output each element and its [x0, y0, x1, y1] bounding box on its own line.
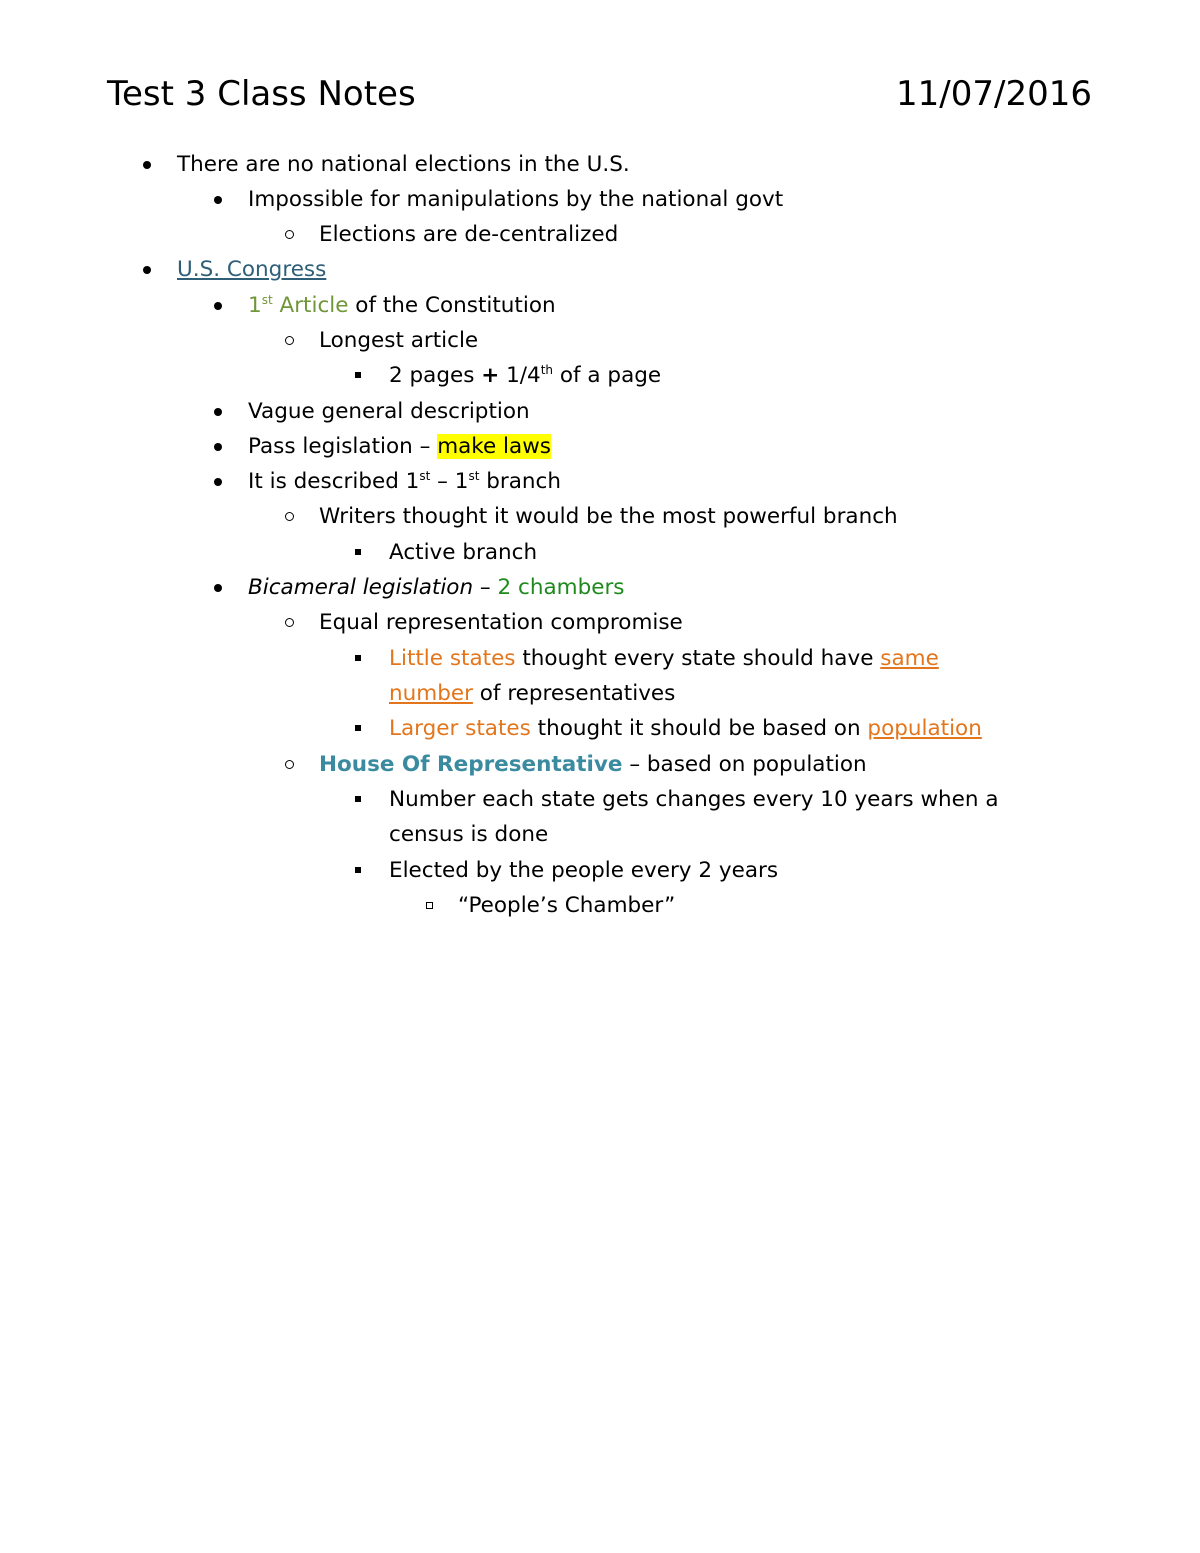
list-item [248, 288, 556, 323]
list-item-text: of a page [553, 363, 662, 388]
underlined-orange-text: population [867, 716, 982, 741]
bullet-square-icon [353, 711, 373, 746]
bullet-circle-icon [284, 323, 304, 358]
bullet-dot-icon [212, 394, 232, 429]
ordinal-suffix: st [419, 468, 431, 483]
bullet-dot-icon [212, 570, 232, 605]
bullet-square-icon [353, 535, 373, 570]
list-item [248, 182, 783, 217]
list-item-text: Writers thought it would be the most powerful branch [319, 504, 898, 529]
list-item-text: Vague general description [248, 399, 530, 424]
bullet-dot-icon [212, 288, 232, 323]
list-item [389, 358, 661, 393]
bullet-square-icon [353, 853, 373, 888]
bullet-circle-icon [284, 217, 304, 252]
article-label: Article [272, 293, 349, 318]
list-item [319, 323, 478, 358]
us-congress-link[interactable]: U.S. Congress [177, 257, 327, 282]
bullet-square-icon [353, 358, 373, 393]
underlined-orange-text: number [389, 681, 473, 706]
bullet-dot-icon [212, 429, 232, 464]
bullet-dot-icon [141, 147, 161, 182]
list-item [248, 429, 551, 464]
ordinal-suffix: st [261, 292, 273, 307]
ordinal-suffix: th [540, 362, 554, 377]
list-item-text: branch [479, 469, 561, 494]
list-item [389, 853, 778, 888]
plus-sign: + [481, 363, 500, 388]
list-item [319, 217, 618, 252]
bold-term: House Of Representative [319, 752, 623, 777]
bullet-circle-icon [284, 747, 304, 782]
list-item-text: Active branch [389, 540, 538, 565]
highlighted-text: make laws [437, 434, 551, 459]
list-item-text: Number each state gets changes every 10 years when a census is done [389, 787, 999, 847]
list-item-text: It is described 1 [248, 469, 420, 494]
list-item-text: 2 pages [389, 363, 482, 388]
list-item [389, 711, 982, 746]
list-item-text: – [473, 575, 498, 600]
underlined-orange-text: same [880, 646, 939, 671]
orange-text: Larger states [389, 716, 531, 741]
list-item-text: thought it should be based on [530, 716, 868, 741]
bullet-dot-icon [141, 252, 161, 287]
list-item-text: Equal representation compromise [319, 610, 683, 635]
list-item [248, 464, 561, 499]
list-item-text: There are no national elections in the U.S. [177, 152, 630, 177]
list-item [319, 747, 867, 782]
bullet-hollow-square-icon [424, 888, 444, 923]
list-item [319, 605, 683, 640]
list-item [389, 641, 1079, 711]
bullet-dot-icon [212, 182, 232, 217]
list-item-text: of representatives [472, 681, 676, 706]
list-item-text: Elections are de-centralized [319, 222, 619, 247]
list-item [458, 888, 675, 923]
document-date: 11/07/2016 [896, 74, 1092, 114]
orange-text: Little states [389, 646, 516, 671]
bullet-circle-icon [284, 605, 304, 640]
list-item [248, 570, 625, 605]
list-item [389, 782, 1079, 852]
document-title: Test 3 Class Notes [107, 74, 416, 114]
list-item-text: 1/4 [499, 363, 541, 388]
bullet-circle-icon [284, 499, 304, 534]
list-item-text: thought every state should have [515, 646, 881, 671]
list-item-text: Pass legislation – [248, 434, 438, 459]
list-item [177, 252, 326, 287]
list-item-text: Elected by the people every 2 years [389, 858, 779, 883]
italic-term: Bicameral legislation [248, 575, 474, 600]
list-item-text: “People’s Chamber” [458, 893, 676, 918]
list-item [319, 499, 898, 534]
bullet-dot-icon [212, 464, 232, 499]
list-item-text: – based on population [622, 752, 867, 777]
list-item-text: of the Constitution [348, 293, 556, 318]
list-item-text: Impossible for manipulations by the national govt [248, 187, 784, 212]
article-number: 1 [248, 293, 262, 318]
bullet-square-icon [353, 782, 373, 817]
list-item-text: – 1 [430, 469, 469, 494]
bullet-square-icon [353, 641, 373, 676]
list-item [389, 535, 537, 570]
list-item-text: Longest article [319, 328, 479, 353]
green-text: 2 chambers [497, 575, 625, 600]
ordinal-suffix: st [468, 468, 480, 483]
list-item [177, 147, 630, 182]
list-item [248, 394, 530, 429]
